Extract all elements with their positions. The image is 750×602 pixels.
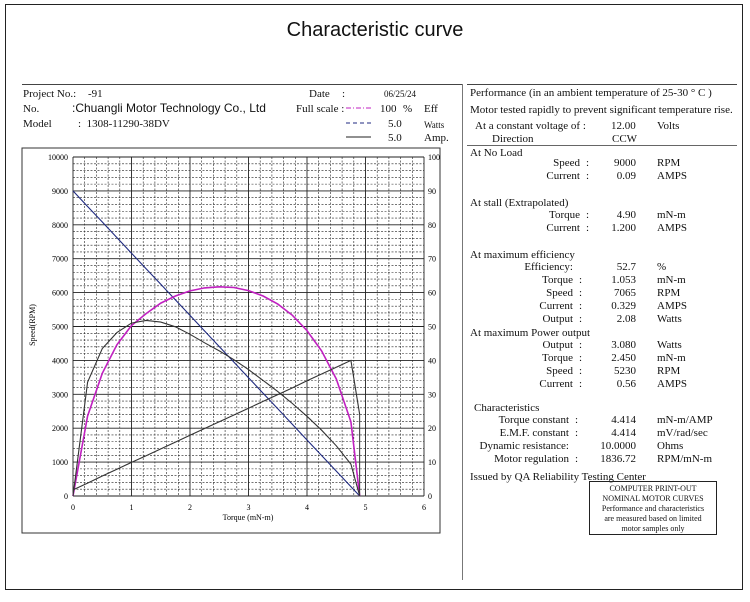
row-colon: :	[586, 157, 590, 169]
voltage-unit: Volts	[657, 120, 680, 132]
performance-line-2: Motor tested rapidly to prevent significant temperature rise.	[470, 104, 733, 116]
x-tick-label: 2	[188, 503, 192, 512]
row-colon: :	[579, 274, 583, 286]
row-unit: RPM	[657, 157, 681, 169]
row-colon: :	[586, 209, 590, 221]
direction-label: Direction	[492, 133, 534, 145]
y-tick-label-right: 90	[428, 186, 436, 196]
row-unit: %	[657, 261, 667, 273]
y-tick-label-left: 0	[64, 492, 68, 501]
row-value: 1836.72	[600, 453, 636, 465]
row-unit: mN-m	[657, 352, 686, 364]
y-tick-label-left: 10000	[48, 153, 68, 162]
project-label: Project No.:	[23, 88, 77, 100]
y-tick-label-right: 10	[428, 458, 436, 468]
note-line: NOMINAL MOTOR CURVES	[602, 494, 704, 503]
row-colon: :	[579, 352, 583, 364]
y-tick-label-left: 1000	[52, 458, 68, 468]
row-value: 2.450	[611, 352, 636, 364]
row-label: Output	[542, 313, 573, 325]
row-colon: :	[575, 427, 579, 439]
row-value: 52.7	[616, 261, 636, 273]
row-unit: AMPS	[657, 222, 687, 234]
y-tick-label-right: 30	[428, 390, 436, 400]
row-value: 3.080	[611, 339, 636, 351]
max-eff-title: At maximum efficiency	[470, 249, 575, 261]
y-tick-label-right: 0	[428, 492, 432, 501]
row-colon: :	[579, 287, 583, 299]
voltage-rule	[467, 145, 737, 146]
row-unit: AMPS	[657, 170, 687, 182]
row-colon: :	[579, 365, 583, 377]
eff-scale-unit: %	[403, 103, 413, 115]
row-unit: mN-m	[657, 274, 686, 286]
row-value: 1.200	[611, 222, 636, 234]
watts-scale-value: 5.0	[388, 118, 402, 130]
row-unit: RPM/mN-m	[657, 453, 713, 465]
row-unit: Watts	[657, 313, 682, 325]
max-power-title: At maximum Power output	[470, 327, 591, 339]
row-colon: :	[575, 414, 579, 426]
row-colon: :	[579, 313, 583, 325]
project-value: -91	[88, 88, 103, 100]
y-tick-label-right: 70	[428, 254, 436, 264]
note-line: are measured based on limited	[604, 514, 702, 523]
voltage-label: At a constant voltage of :	[475, 120, 586, 132]
row-unit: mV/rad/sec	[657, 427, 708, 439]
page-title: Characteristic curve	[286, 19, 464, 41]
x-tick-label: 6	[422, 503, 426, 512]
note-line: COMPUTER PRINT-OUT	[609, 484, 697, 493]
row-value: 0.329	[611, 300, 636, 312]
row-value: 10.0000	[600, 440, 636, 452]
row-value: 5230	[614, 365, 636, 377]
y-tick-label-left: 6000	[52, 288, 68, 298]
voltage-value: 12.00	[611, 120, 636, 132]
performance-line-1: Performance (in an ambient temperature of 25-30 ° C )	[470, 87, 712, 99]
x-tick-label: 4	[305, 503, 309, 512]
row-unit: AMPS	[657, 378, 687, 390]
note-line: Performance and characteristics	[601, 504, 705, 513]
row-value: 7065	[614, 287, 636, 299]
note-line: motor samples only	[621, 524, 685, 533]
row-colon: :	[579, 339, 583, 351]
row-colon: :	[586, 222, 590, 234]
y-tick-label-left: 2000	[52, 424, 68, 434]
model-label: Model	[23, 118, 52, 130]
y-tick-label-left: 3000	[52, 390, 68, 400]
eff-scale-value: 100	[380, 103, 397, 115]
row-label: Speed	[546, 287, 573, 299]
no-label: No.	[23, 103, 40, 115]
row-unit: AMPS	[657, 300, 687, 312]
row-unit: RPM	[657, 287, 681, 299]
model-value: : 1308-11290-38DV	[78, 118, 170, 130]
date-sep: :	[342, 88, 346, 100]
date-value: 06/25/24	[384, 89, 417, 99]
row-value: 1.053	[611, 274, 636, 286]
row-label: Current	[546, 222, 580, 234]
y-tick-label-right: 20	[428, 424, 436, 434]
y-tick-label-left: 9000	[52, 186, 68, 196]
y-axis-label: Speed(RPM)	[28, 304, 37, 346]
row-unit: Ohms	[657, 440, 684, 452]
row-label: Efficiency:	[524, 261, 573, 273]
watts-scale-label: Watts	[424, 120, 445, 130]
row-label: Torque constant	[498, 414, 569, 426]
row-colon: :	[579, 300, 583, 312]
no-load-title: At No Load	[470, 147, 523, 159]
row-value: 4.414	[611, 414, 636, 426]
row-unit: mN-m	[657, 209, 686, 221]
y-tick-label-left: 8000	[52, 220, 68, 230]
y-tick-label-right: 50	[428, 322, 436, 332]
row-label: Current	[539, 378, 573, 390]
row-label: Torque	[542, 274, 573, 286]
row-value: 0.09	[616, 170, 636, 182]
row-unit: mN-m/AMP	[657, 414, 713, 426]
row-colon: :	[579, 378, 583, 390]
x-tick-label: 3	[246, 503, 251, 512]
row-label: Speed	[546, 365, 573, 377]
row-label: Motor regulation	[494, 453, 569, 465]
y-tick-label-right: 40	[428, 356, 436, 366]
y-tick-label-right: 80	[428, 220, 436, 230]
chart-ticks	[48, 153, 440, 512]
chart-curves	[73, 191, 360, 496]
y-tick-label-right: 100	[428, 153, 440, 162]
y-tick-label-left: 4000	[52, 356, 68, 366]
eff-scale-label: Eff	[424, 103, 438, 115]
series-line-efficiency	[73, 287, 360, 496]
x-tick-label: 5	[363, 503, 368, 512]
y-tick-label-right: 60	[428, 288, 436, 298]
row-colon: :	[575, 453, 579, 465]
row-value: 2.08	[616, 313, 636, 325]
row-label: Torque	[549, 209, 580, 221]
y-tick-label-left: 5000	[52, 322, 68, 332]
row-value: 9000	[614, 157, 636, 169]
row-label: Output	[542, 339, 573, 351]
row-label: Dynamic resistance:	[479, 440, 569, 452]
row-value: 0.56	[616, 378, 636, 390]
x-tick-label: 1	[129, 503, 134, 512]
row-colon: :	[586, 170, 590, 182]
x-axis-label: Torque (mN-m)	[222, 513, 274, 522]
row-unit: Watts	[657, 339, 682, 351]
amp-scale-label: Amp.	[424, 132, 449, 144]
amp-scale-value: 5.0	[388, 132, 402, 144]
direction-value: CCW	[612, 133, 638, 145]
company-name: :Chuangli Motor Technology Co., Ltd	[72, 101, 266, 115]
issued-by: Issued by QA Reliability Testing Center	[470, 471, 646, 483]
row-unit: RPM	[657, 365, 681, 377]
row-label: Speed	[553, 157, 580, 169]
characteristics-title: Characteristics	[474, 402, 540, 414]
row-label: Current	[539, 300, 573, 312]
y-tick-label-left: 7000	[52, 254, 68, 264]
computer-printout-note	[589, 481, 717, 535]
stall-title: At stall (Extrapolated)	[470, 197, 569, 209]
date-label: Date	[309, 88, 330, 100]
row-label: Current	[546, 170, 580, 182]
row-label: Torque	[542, 352, 573, 364]
row-value: 4.414	[611, 427, 636, 439]
fullscale-label: Full scale :	[296, 103, 345, 115]
row-value: 4.90	[616, 209, 636, 221]
row-label: E.M.F. constant	[499, 427, 569, 439]
x-tick-label: 0	[71, 503, 75, 512]
